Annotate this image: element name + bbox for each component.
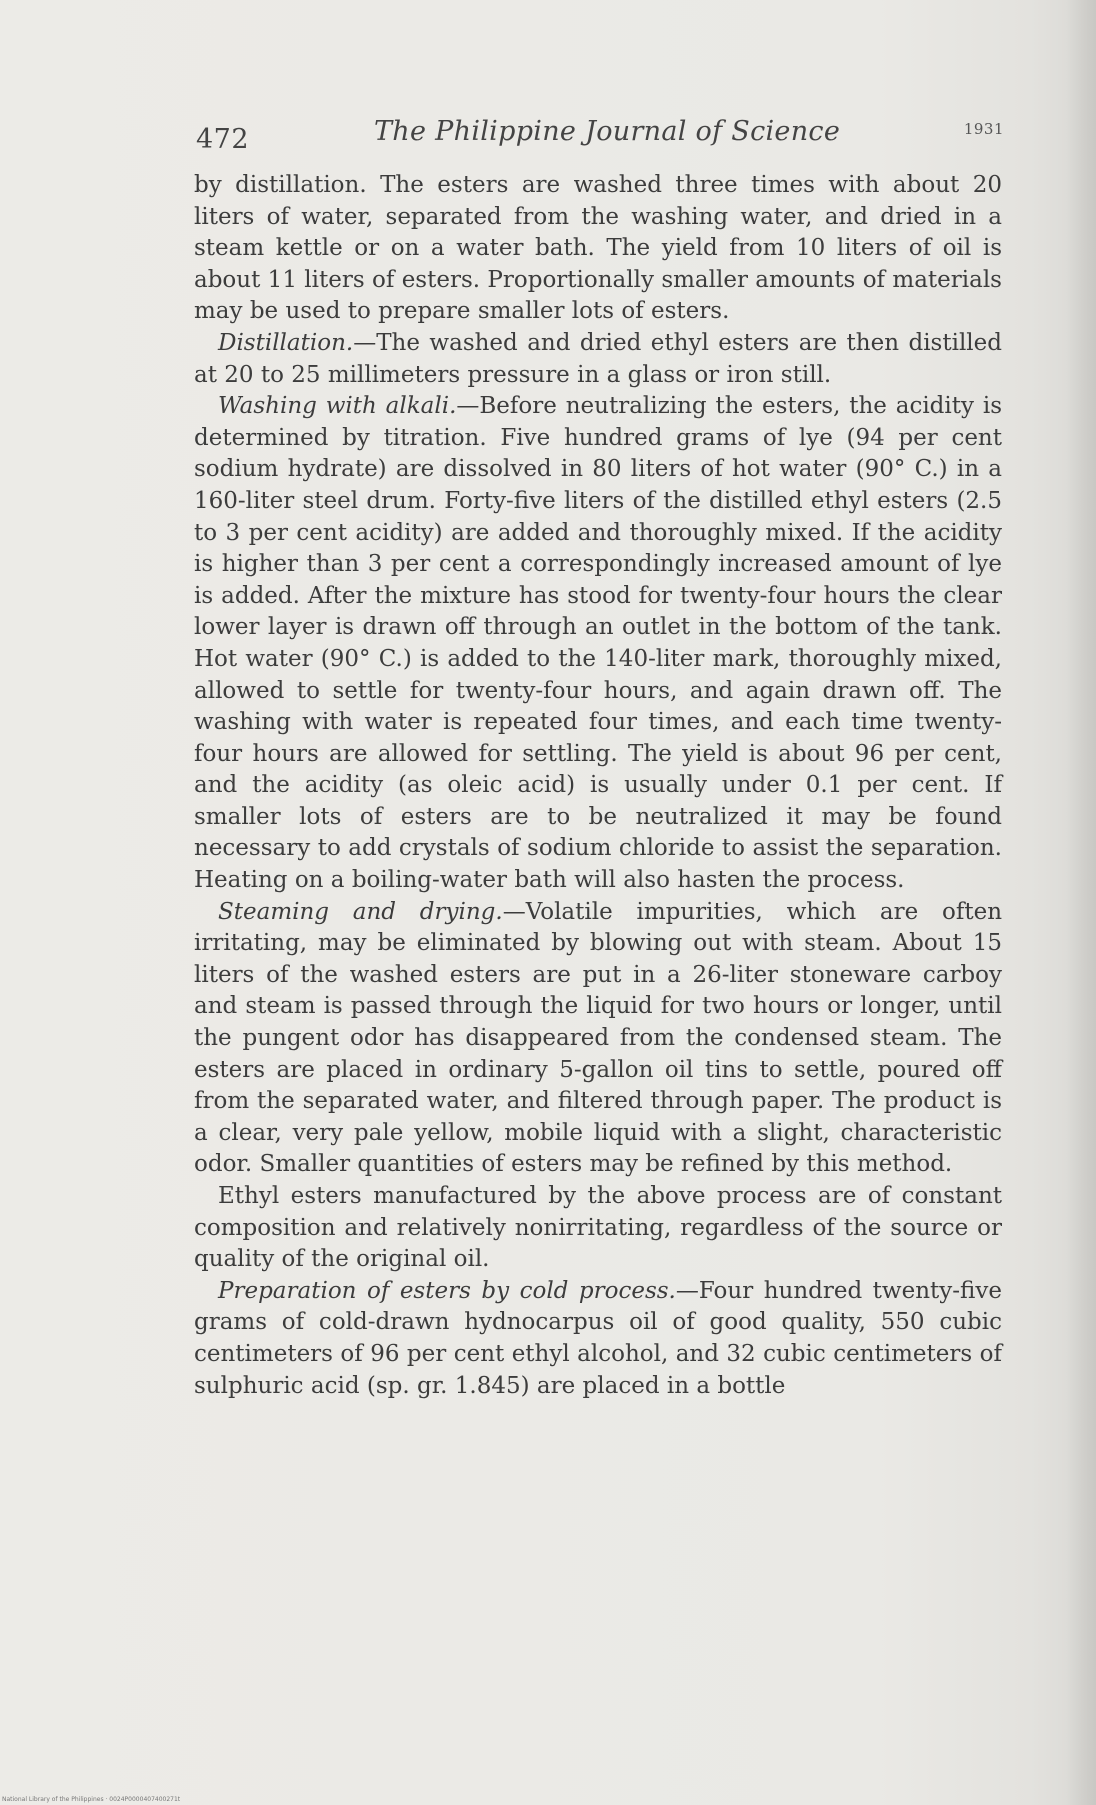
paragraph-text: —Volatile impurities, which are often irritating, may be eliminated by blowing out with steam. About 15 liters of the washed esters are put in a 26-liter stoneware carboy and steam is passed through the liquid for two hours or longer, until the pungent odor has disappeared from the condensed steam. The esters are placed in ordinary 5-gallon oil tins to settle, poured off from the separated water, and filtered through paper. The product is a clear, very pale yellow, mobile liquid with a slight, characteristic odor. Smaller quantities of esters may be refined by this method. (194, 898, 1003, 1178)
journal-title: The Philippine Journal of Science (374, 116, 841, 147)
page-edge-shadow (1066, 0, 1096, 1805)
paragraph-heading: Distillation. (218, 329, 354, 356)
paragraph-text: —Before neutralizing the esters, the acidity is determined by titration. Five hundred grams of lye (94 per cent sodium hydrate) are dissolved in 80 liters of hot water (90° C.) in a 160-liter steel drum. Forty-five liters of the distilled ethyl esters (2.5 to 3 per cent acidity) are added and thoroughly mixed. If the acidity is higher than 3 per cent a correspondingly increased amount of lye is added. After the mixture has stood for twenty-four hours the clear lower layer is drawn off through an outlet in the bottom of the tank. Hot water (90° C.) is added to the 140-liter mark, thoroughly mixed, allowed to settle for twenty-four hours, and again drawn off. The washing with water is repeated four times, and each time twenty-four hours are allowed for settling. The yield is about 96 per cent, and the acidity (as oleic acid) is usually under 0.1 per cent. If smaller lots of esters are to be neutralized it may be found necessary to add crystals of sodium chloride to assist the separation. Heating on a boiling-water bath will also hasten the process. (194, 393, 1003, 894)
page-number: 472 (196, 124, 250, 155)
paragraph-distillation (194, 328, 1002, 391)
paragraph-washing-with-alkali (194, 391, 1002, 897)
paragraph-text: —The washed and dried ethyl esters are then distilled at 20 to 25 millimeters pressure in a glass or iron still. (194, 329, 1002, 388)
scan-credit: National Library of the Philippines · 0024P0000407400271t (2, 1796, 181, 1803)
publication-year: 1931 (963, 120, 1004, 138)
paragraph-heading: Preparation of esters by cold process. (218, 1277, 676, 1304)
paragraph-text: —Four hundred twenty-five grams of cold-drawn hydnocarpus oil of good quality, 550 cubic centimeters of 96 per cent ethyl alcohol, and 32 cubic centimeters of sulphuric acid (sp. gr. 1.845) are placed in a bottle (194, 1277, 1002, 1399)
paragraph-heading: Steaming and drying. (218, 898, 503, 925)
paragraph-cold-process (194, 1276, 1002, 1402)
paragraph-text: by distillation. The esters are washed three times with about 20 liters of water, separated from the washing water, and dried in a steam kettle or on a water bath. The yield from 10 liters of oil is about 11 liters of esters. Proportionally smaller amounts of materials may be used to prepare smaller lots of esters. (194, 172, 1002, 325)
paragraph-steaming-and-drying (194, 897, 1002, 1181)
paragraph-esters-washing (194, 170, 1002, 328)
paragraph-ethyl-esters (194, 1181, 1002, 1276)
article-body (194, 170, 1002, 1402)
paragraph-heading: Washing with alkali. (218, 393, 457, 420)
running-head (196, 110, 1004, 160)
paragraph-text: Ethyl esters manufactured by the above process are of constant composition and relatively nonirritating, regardless of the source or quality of the original oil. (194, 1183, 1002, 1273)
